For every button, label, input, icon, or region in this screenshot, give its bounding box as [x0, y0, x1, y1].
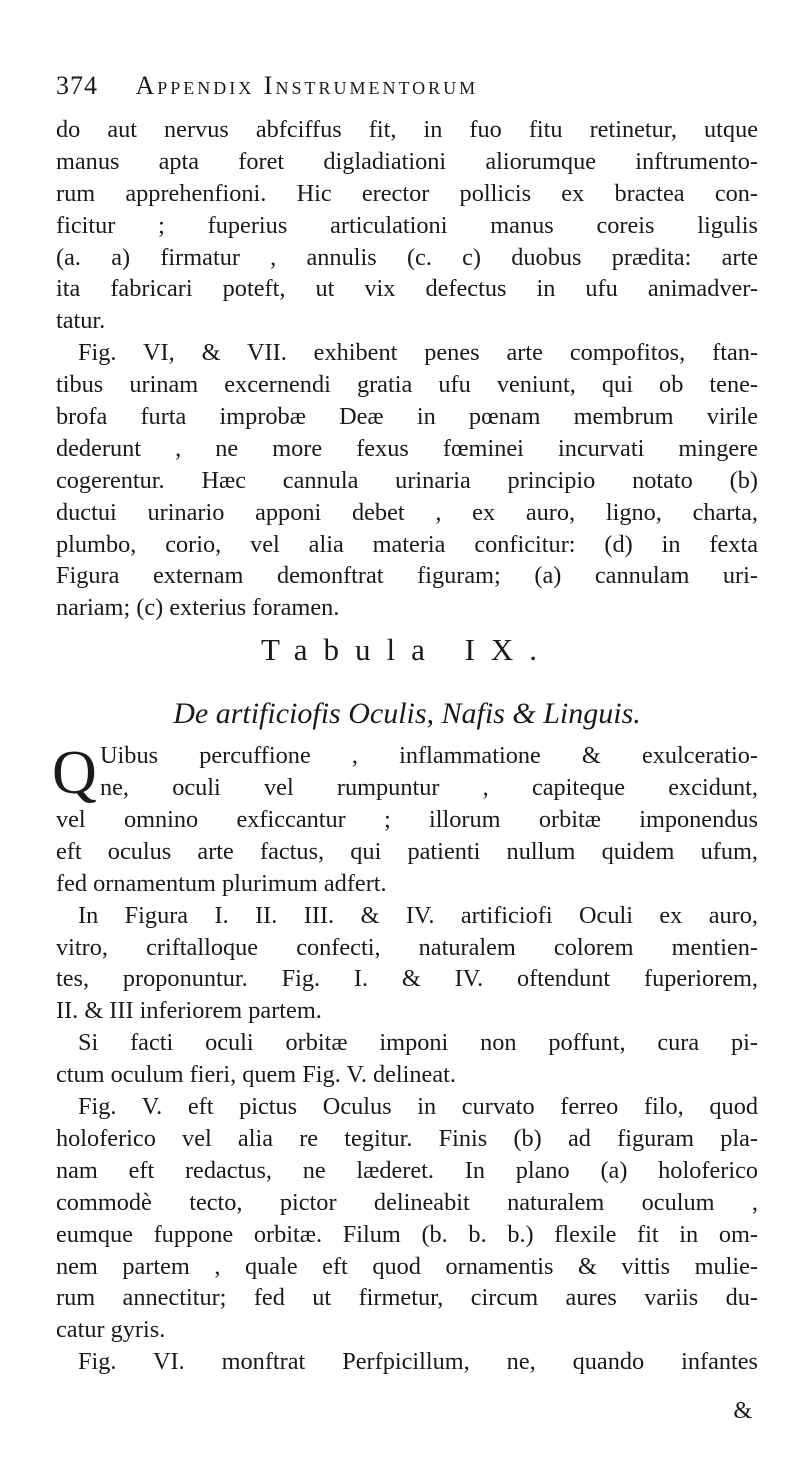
- text-line: catur gyris.: [56, 1316, 166, 1344]
- text-line: ductui urinario apponi debet , ex auro, ligno, charta,: [56, 498, 758, 526]
- text-line: vel omnino exficcantur ; illorum orbitæ imponendus: [56, 806, 758, 834]
- paragraph-3: [52, 739, 758, 899]
- paragraph-1: [56, 114, 758, 337]
- text-line: do aut nervus abfciffus fit, in fuo fitu retinetur, utque: [56, 116, 758, 143]
- running-header: [56, 70, 756, 102]
- running-title: Appendix Instrumentorum: [135, 71, 479, 100]
- text-line: nariam; (c) exterius foramen.: [56, 594, 340, 622]
- body-text: [52, 114, 758, 1378]
- text-line: ficitur ; fuperius articulationi manus coreis ligulis: [56, 211, 758, 239]
- text-line: nem partem , quale eft quod ornamentis & vittis mulie-: [56, 1252, 758, 1280]
- text-line: fed ornamentum plurimum adfert.: [56, 869, 387, 897]
- text-line: Fig. VI. monftrat Perfpicillum, ne, quando infantes: [78, 1348, 758, 1376]
- text-line: brofa furta improbæ Deæ in pœnam membrum virile: [56, 403, 758, 431]
- paragraph-4: [56, 900, 758, 1028]
- text-line: eft oculus arte factus, qui patienti nullum quidem ufum,: [56, 837, 758, 865]
- text-line: dederunt , ne more fexus fœminei incurvati mingere: [56, 434, 758, 462]
- text-line: ita fabricari poteft, ut vix defectus in ufu animadver-: [56, 275, 758, 303]
- text-line: eumque fuppone orbitæ. Filum (b. b. b.) flexile fit in om-: [56, 1220, 758, 1248]
- catchword: &: [733, 1398, 752, 1424]
- text-line: nam eft redactus, ne læderet. In plano (a) holoferico: [56, 1156, 758, 1184]
- text-line: Fig. V. eft pictus Oculus in curvato ferreo filo, quod: [78, 1093, 758, 1121]
- plate-heading: Tabula IX.: [260, 632, 554, 668]
- text-line: II. & III inferiorem partem.: [56, 997, 322, 1025]
- paragraph-2-cont: [56, 369, 758, 624]
- text-line: commodè tecto, pictor delineabit naturalem oculum ,: [56, 1188, 758, 1216]
- paragraph-7: [56, 1346, 758, 1378]
- text-line: Uibus percuffione , inflammatione & exulceratio-: [100, 742, 758, 770]
- drop-cap: Q: [52, 739, 97, 808]
- text-line: vitro, criftalloque confecti, naturalem colorem mentien-: [56, 933, 758, 961]
- text-line: rum apprehenfioni. Hic erector pollicis ex bractea con-: [56, 179, 758, 207]
- text-line: ctum oculum fieri, quem Fig. V. delineat.: [56, 1061, 456, 1089]
- text-line: Fig. VI, & VII. exhibent penes arte compofitos, ftan-: [78, 339, 758, 367]
- paragraph-2: [56, 337, 758, 369]
- text-line: Figura externam demonftrat figuram; (a) cannulam uri-: [56, 562, 758, 590]
- text-line: tes, proponuntur. Fig. I. & IV. oftendunt fuperiorem,: [56, 965, 758, 993]
- text-line: ne, oculi vel rumpuntur , capiteque excidunt,: [100, 774, 758, 802]
- text-line: Si facti oculi orbitæ imponi non poffunt, cura pi-: [78, 1029, 758, 1057]
- text-line: rum annectitur; fed ut firmetur, circum aures variis du-: [56, 1284, 758, 1312]
- text-line: tibus urinam excernendi gratia ufu veniunt, qui ob tene-: [56, 371, 758, 399]
- text-line: (a. a) firmatur , annulis (c. c) duobus prædita: arte: [56, 243, 758, 271]
- page-number: 374: [56, 71, 98, 100]
- text-line: cogerentur. Hæc cannula urinaria principio notato (b): [56, 466, 758, 494]
- paragraph-6: [56, 1091, 758, 1346]
- text-line: manus apta foret digladiationi aliorumque inftrumento-: [56, 147, 758, 175]
- text-line: plumbo, corio, vel alia materia conficitur: (d) in fexta: [56, 530, 758, 558]
- paragraph-5: [56, 1027, 758, 1091]
- section-subtitle: De artificiofis Oculis, Nafis & Linguis.: [173, 697, 641, 731]
- text-line: tatur.: [56, 307, 106, 335]
- text-line: In Figura I. II. III. & IV. artificiofi Oculi ex auro,: [78, 901, 758, 929]
- text-line: holoferico vel alia re tegitur. Finis (b) ad figuram pla-: [56, 1124, 758, 1152]
